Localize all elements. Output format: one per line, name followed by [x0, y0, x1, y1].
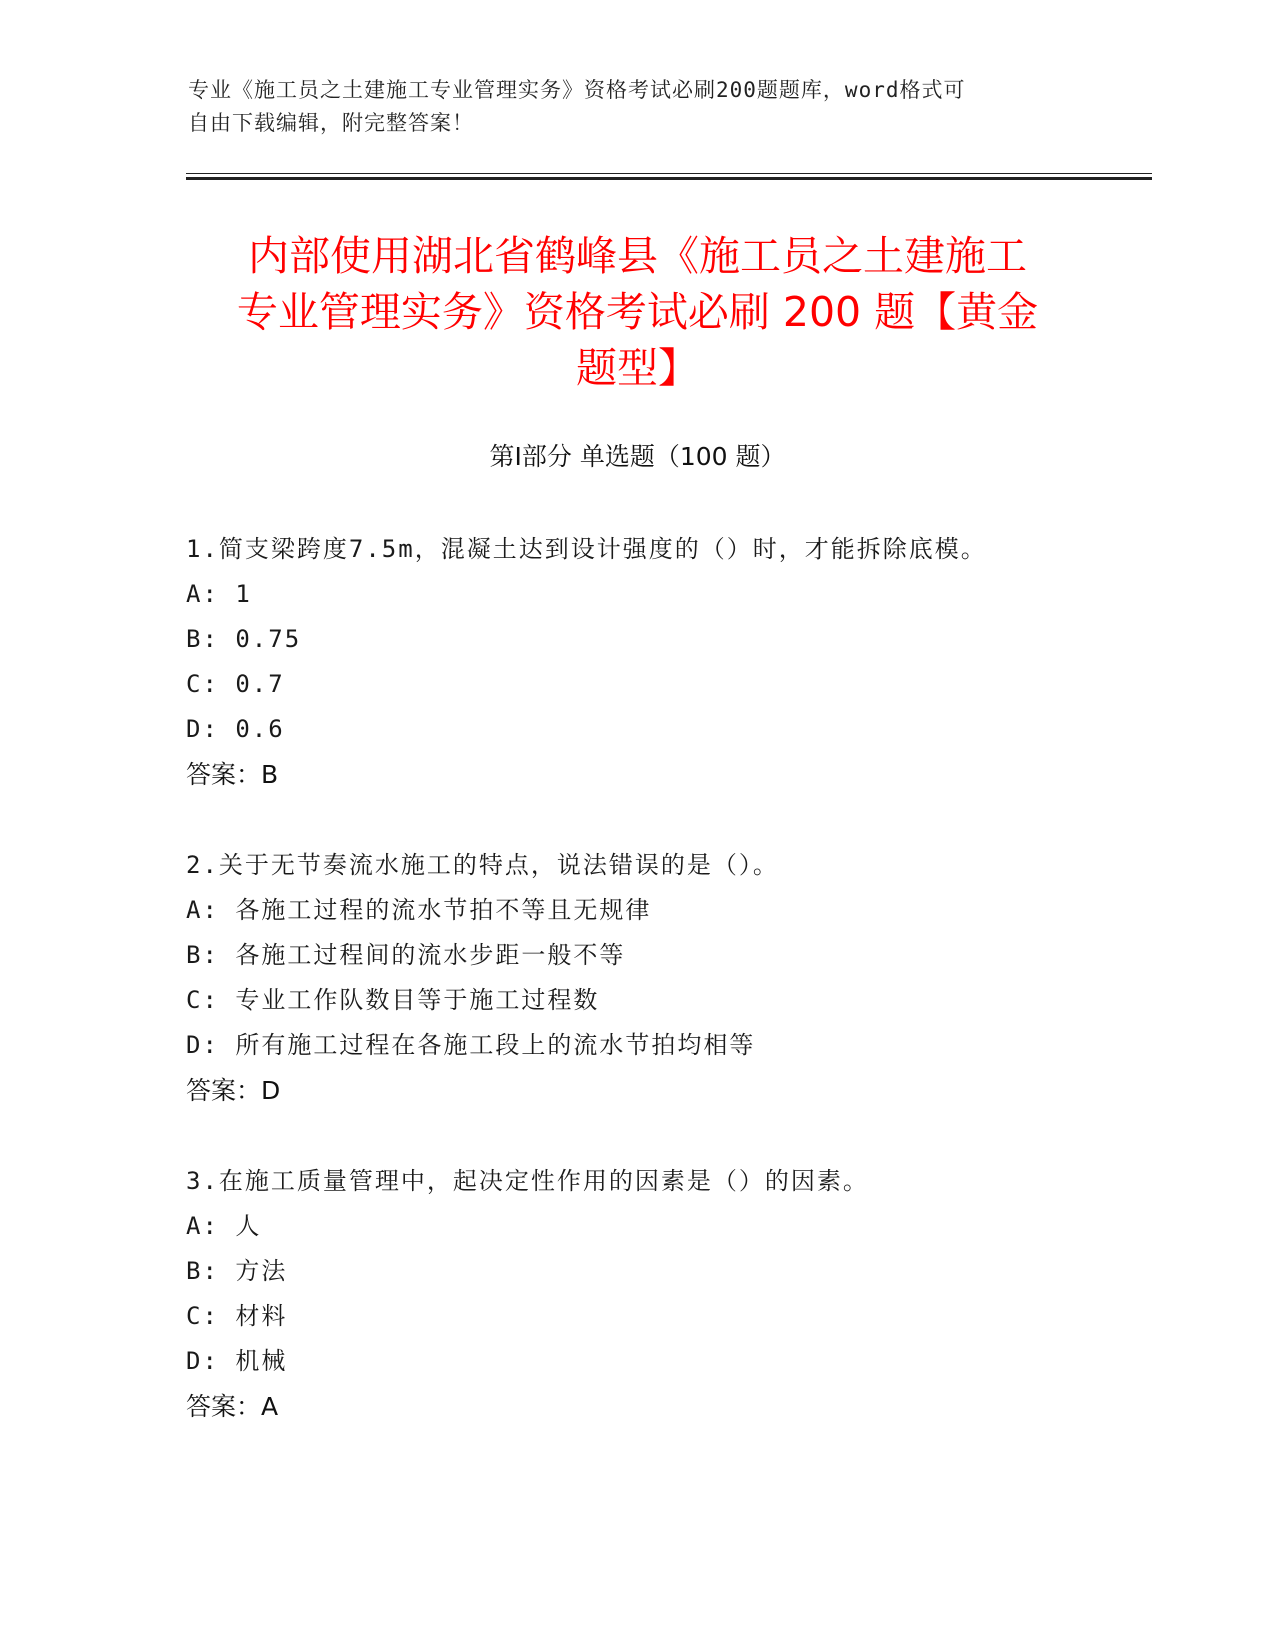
- option-c: C: 0.7: [186, 670, 285, 698]
- question-list: [186, 527, 1146, 1475]
- header-divider-thin: [186, 173, 1152, 174]
- answer: 答案：D: [186, 1076, 281, 1105]
- option-a: A: 人: [186, 1212, 262, 1240]
- answer: 答案：B: [186, 760, 279, 789]
- question-3: [186, 1159, 1146, 1429]
- header-divider-thick: [186, 177, 1152, 180]
- section-heading: 第Ⅰ部分 单选题（100 题）: [489, 442, 786, 471]
- question-stem: 3.在施工质量管理中，起决定性作用的因素是（）的因素。: [186, 1167, 869, 1195]
- question-stem: 2.关于无节奏流水施工的特点，说法错误的是（）。: [186, 851, 779, 879]
- document-title: [150, 228, 1125, 396]
- title-line: 专业管理实务》资格考试必刷 200 题【黄金: [236, 288, 1039, 336]
- option-a: A: 1: [186, 580, 252, 608]
- header-note-line: 自由下载编辑，附完整答案！: [188, 111, 474, 135]
- title-line: 内部使用湖北省鹤峰县《施工员之土建施工: [248, 232, 1027, 280]
- option-c: C: 材料: [186, 1302, 288, 1330]
- header-note-line: 专业《施工员之土建施工专业管理实务》资格考试必刷200题题库，word格式可: [188, 78, 966, 102]
- answer: 答案：A: [186, 1392, 279, 1421]
- option-b: B: 各施工过程间的流水步距一般不等: [186, 941, 626, 969]
- option-b: B: 方法: [186, 1257, 288, 1285]
- option-c: C: 专业工作队数目等于施工过程数: [186, 986, 600, 1014]
- question-1: [186, 527, 1146, 797]
- question-stem: 1.简支梁跨度7.5m，混凝土达到设计强度的（）时，才能拆除底模。: [186, 535, 987, 563]
- option-a: A: 各施工过程的流水节拍不等且无规律: [186, 896, 652, 924]
- title-line: 题型】: [576, 344, 699, 392]
- option-d: D: 机械: [186, 1347, 288, 1375]
- header-note: [188, 74, 1068, 140]
- option-d: D: 0.6: [186, 715, 285, 743]
- option-d: D: 所有施工过程在各施工段上的流水节拍均相等: [186, 1031, 756, 1059]
- option-b: B: 0.75: [186, 625, 302, 653]
- question-2: [186, 843, 1146, 1113]
